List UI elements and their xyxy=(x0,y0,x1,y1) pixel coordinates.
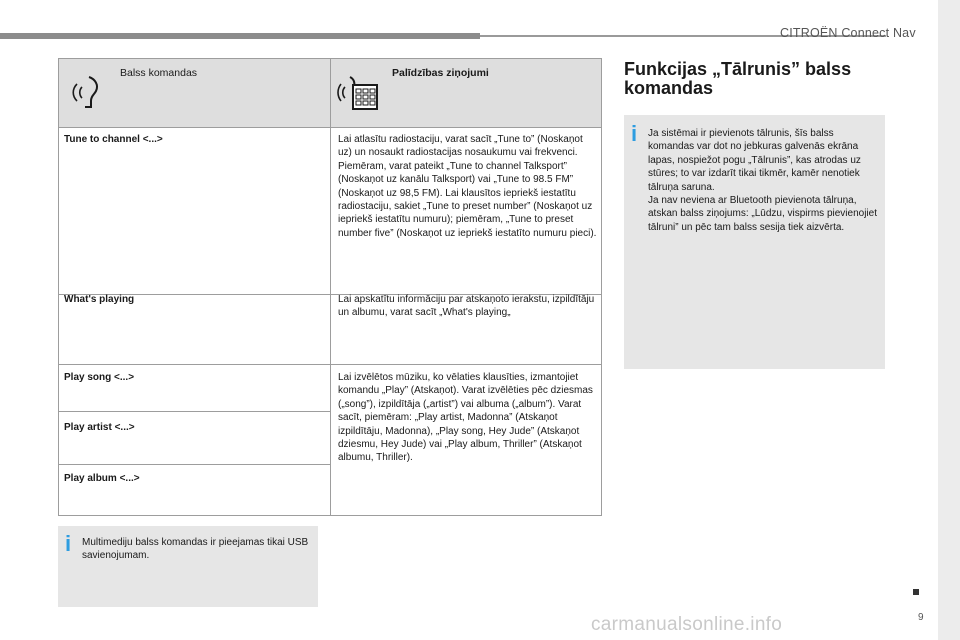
page-marker xyxy=(913,589,919,595)
command-whats-playing: What's playing xyxy=(64,294,135,305)
usb-note-text: Multimediju balss komandas ir pieejamas tikai USB savienojumam. xyxy=(82,537,309,562)
info-icon: i xyxy=(65,531,72,556)
help-tune-to-channel: Lai atlasītu radiostaciju, varat sacīt „Tune to” (Noskaņot uz) un nosaukt radiostacijas nosaukumu vai frekvenci. Piemēram, varat pateikt „Tune to channel Talksport” (Noskaņot uz kanālu Talksport) vai „Tune to 98.5 FM” (Noskaņot uz 98,5 FM). Lai klausītos iepriekš iestatītu radiostaciju, sakiet „Tune to preset number” (Noskaņot uz iepriekš iestatītu numuru); piemēram, „Tune to preset number five” (Noskaņot uz iepriekš iestatīto numuru pieci). xyxy=(338,134,597,239)
side-strip xyxy=(938,0,960,640)
help-play-media: Lai izvēlētos mūziku, ko vēlaties klausīties, izmantojiet komandu „Play” (Atskaņot). Varat izvēlēties pēc dziesmas („song”), izpildītāja („artist”) vai albuma („album”). Varat sacīt, piemēram: „Play artist, Madonna” (Atskaņot izpildītāju, Madonna), „Play song, Hey Jude” (Atskaņot dziesmu, Hey Jude) vai „Play album, Thriller” (Atskaņot albumu, Thriller). xyxy=(338,372,593,464)
page-number: 9 xyxy=(918,612,924,623)
column-divider xyxy=(330,59,331,515)
voice-commands-table xyxy=(58,58,602,516)
command-play-album: Play album <...> xyxy=(64,473,140,484)
command-play-song: Play song <...> xyxy=(64,372,135,383)
phone-note xyxy=(624,115,885,369)
info-icon: i xyxy=(631,121,638,146)
usb-note xyxy=(58,526,318,607)
phone-note-text: Ja sistēmai ir pievienots tālrunis, šīs balss komandas var dot no jebkuras galvenās ekrāna lapas, nospiežot pogu „Tālrunis”, kas atrodas uz stūres; to var izdarīt tikai tikmēr, kamēr nenotiek tālruņa saruna. Ja nav neviena ar Bluetooth pievienota tālruņa, atskan balss ziņojums: „Lūdzu, vispirms pievienojiet tālruni” un pēc tam balss sesija tiek aizvērta. xyxy=(648,128,877,233)
help-whats-playing: Lai apskatītu informāciju par atskaņoto ierakstu, izpildītāju un albumu, varat sacīt „What's playing„ xyxy=(338,294,595,319)
top-bar xyxy=(0,33,480,39)
column-header-commands: Balss komandas xyxy=(120,67,198,79)
voice-help-screen-icon xyxy=(336,71,382,113)
brand-label: CITROËN Connect Nav xyxy=(780,26,916,40)
command-play-artist: Play artist <...> xyxy=(64,422,135,433)
column-header-help: Palīdzības ziņojumi xyxy=(392,67,489,79)
row-divider xyxy=(59,411,330,412)
row-divider xyxy=(59,464,330,465)
row-divider xyxy=(59,364,601,365)
command-tune-to-channel: Tune to channel <...> xyxy=(64,134,163,145)
section-title: Funkcijas „Tālrunis” balss komandas xyxy=(624,59,852,98)
watermark: carmanualsonline.info xyxy=(591,614,783,635)
voice-command-icon xyxy=(69,71,103,111)
